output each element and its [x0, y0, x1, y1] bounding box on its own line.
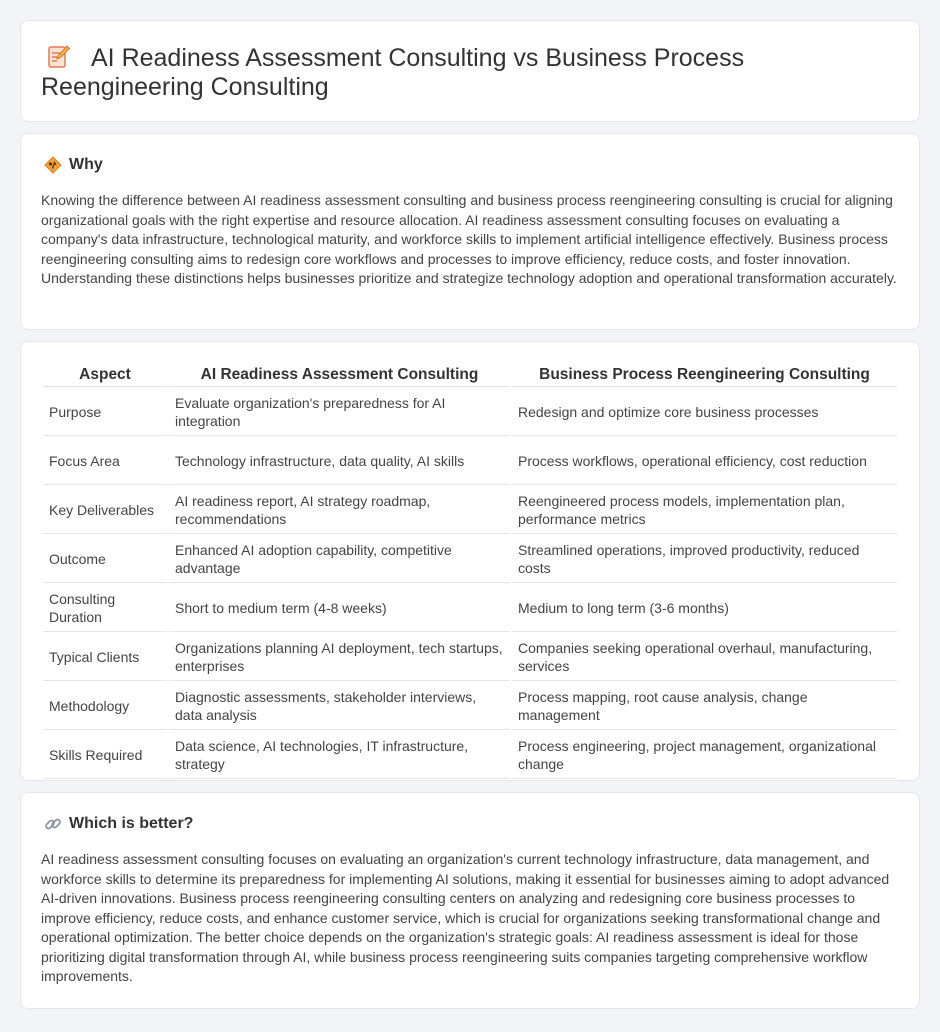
- link-icon: [44, 815, 62, 833]
- cell-aspect: Focus Area: [43, 438, 167, 485]
- cell-bpr: Medium to long term (3-6 months): [512, 585, 897, 632]
- warning-sign-icon: [44, 156, 62, 174]
- better-card: [20, 792, 920, 1009]
- cell-ai-readiness: Data science, AI technologies, IT infrastructure, strategy: [169, 732, 510, 779]
- table-row: [43, 487, 897, 534]
- cell-ai-readiness: Short to medium term (4-8 weeks): [169, 585, 510, 632]
- header-aspect: Aspect: [43, 364, 167, 387]
- table-row: [43, 634, 897, 681]
- better-text: AI readiness assessment consulting focuses on evaluating an organization's current technology infrastructure, data management, and workforce skills to determine its preparedness for implementing AI solutions, making it essential for businesses aiming to adopt advanced AI-driven innovations. Business process reengineering consulting centers on analyzing and redesigning core business processes to improve efficiency, reduce costs, and enhance customer service, which is crucial for organizations seeking transformational change and operational optimization. The better choice depends on the organization's strategic goals: AI readiness assessment is ideal for those prioritizing digital transformation through AI, while business process reengineering suits companies targeting comprehensive workflow improvements.: [41, 851, 890, 984]
- cell-bpr: Process engineering, project management, organizational change: [512, 732, 897, 779]
- comparison-card: [20, 341, 920, 781]
- why-text: Knowing the difference between AI readiness assessment consulting and business process reengineering consulting is crucial for aligning organizational goals with the right expertise and resource allocation. AI readiness assessment consulting focuses on evaluating a company's data infrastructure, technological maturity, and workforce skills to implement artificial intelligence effectively. Business process reengineering consulting aims to redesign core workflows and processes to improve efficiency, reduce costs, and foster innovation. Understanding these distinctions helps businesses prioritize and strategize technology adoption and operational transformation accurately.: [41, 192, 897, 286]
- memo-icon: [47, 43, 71, 69]
- cell-aspect: Outcome: [43, 536, 167, 583]
- better-heading: [41, 813, 899, 835]
- why-card: [20, 133, 920, 330]
- better-heading-text: Which is better?: [69, 815, 194, 832]
- cell-bpr: Streamlined operations, improved productivity, reduced costs: [512, 536, 897, 583]
- table-row: [43, 438, 897, 485]
- cell-aspect: Key Deliverables: [43, 487, 167, 534]
- table-row: [43, 732, 897, 779]
- table-row: [43, 389, 897, 436]
- cell-aspect: Skills Required: [43, 732, 167, 779]
- header-ai-readiness: AI Readiness Assessment Consulting: [169, 364, 510, 387]
- table-row: [43, 536, 897, 583]
- cell-bpr: Reengineered process models, implementation plan, performance metrics: [512, 487, 897, 534]
- page-title-text: AI Readiness Assessment Consulting vs Business Process Reengineering Consulting: [41, 44, 745, 101]
- title-card: [20, 20, 920, 122]
- cell-bpr: Redesign and optimize core business processes: [512, 389, 897, 436]
- cell-aspect: Consulting Duration: [43, 585, 167, 632]
- cell-aspect: Methodology: [43, 683, 167, 730]
- cell-bpr: Process workflows, operational efficiency, cost reduction: [512, 438, 897, 485]
- cell-aspect: Typical Clients: [43, 634, 167, 681]
- table-row: [43, 683, 897, 730]
- why-heading-text: Why: [69, 156, 103, 173]
- cell-ai-readiness: Technology infrastructure, data quality, AI skills: [169, 438, 510, 485]
- cell-ai-readiness: AI readiness report, AI strategy roadmap, recommendations: [169, 487, 510, 534]
- why-heading: [41, 154, 899, 176]
- cell-bpr: Companies seeking operational overhaul, manufacturing, services: [512, 634, 897, 681]
- table-header-row: [43, 364, 897, 387]
- cell-aspect: Purpose: [43, 389, 167, 436]
- cell-ai-readiness: Diagnostic assessments, stakeholder interviews, data analysis: [169, 683, 510, 730]
- comparison-table: [41, 362, 899, 781]
- cell-bpr: Process mapping, root cause analysis, change management: [512, 683, 897, 730]
- header-bpr: Business Process Reengineering Consulting: [512, 364, 897, 387]
- cell-ai-readiness: Evaluate organization's preparedness for AI integration: [169, 389, 510, 436]
- cell-ai-readiness: Enhanced AI adoption capability, competitive advantage: [169, 536, 510, 583]
- page-title: [41, 43, 899, 102]
- cell-ai-readiness: Organizations planning AI deployment, tech startups, enterprises: [169, 634, 510, 681]
- table-row: [43, 585, 897, 632]
